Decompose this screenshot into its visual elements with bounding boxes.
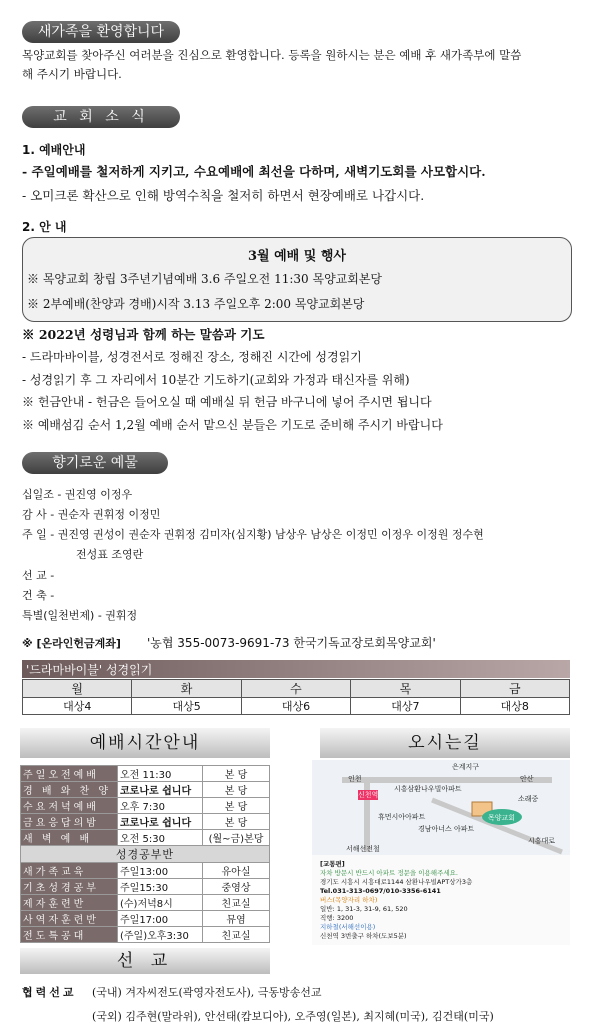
drama-bible-table xyxy=(22,679,570,715)
welcome-heading: 새가족을 환영합니다 xyxy=(22,21,180,43)
transport-info xyxy=(320,860,472,941)
study-label: 사역자훈련반 xyxy=(21,911,118,927)
schedule-row xyxy=(21,766,270,782)
bible-reading-title: ※ 2022년 성령님과 함께 하는 말씀과 기도 xyxy=(22,327,265,342)
welcome-text-line1: 목양교회를 찾아주신 여러분을 진심으로 환영합니다. 등록을 원하시는 분은 예배 후 새가족부에 말씀 xyxy=(22,48,522,62)
day-thu: 목 xyxy=(351,680,460,698)
schedule-table xyxy=(20,765,270,943)
offering-thanks: 감 사 - 권순자 권휘정 이정민 xyxy=(22,508,161,521)
study-place: 유아실 xyxy=(203,863,270,879)
transport-car: 자차 방문시 반드시 아파트 정문을 이용해주세요. xyxy=(320,869,458,877)
study-row xyxy=(21,863,270,879)
schedule-label: 경 배 와 찬 양 xyxy=(21,782,118,798)
worship-guide-line1: - 주일예배를 철저하게 지키고, 수요예배에 최선을 다하며, 새벽기도회를 사모합시다. xyxy=(22,164,486,179)
offering-sunday: 주 일 - 권진영 권성이 권순자 권휘정 김미자(심지황) 남상우 남상은 이정민 이정우 이정원 정수현 xyxy=(22,528,484,541)
schedule-place: (월~금)본당 xyxy=(203,830,270,846)
schedule-time: 오전 11:30 xyxy=(118,766,203,782)
study-label: 제자훈련반 xyxy=(21,895,118,911)
schedule-row xyxy=(21,782,270,798)
schedule-place: 본 당 xyxy=(203,798,270,814)
schedule-label: 수요저녁예배 xyxy=(21,798,118,814)
schedule-label: 주일오전예배 xyxy=(21,766,118,782)
target-tue: 대상5 xyxy=(132,698,241,715)
day-fri: 금 xyxy=(460,680,569,698)
schedule-place: 본 당 xyxy=(203,766,270,782)
schedule-time: 오후 7:30 xyxy=(118,798,203,814)
map-label: 인천 xyxy=(348,775,362,783)
day-wed: 수 xyxy=(241,680,350,698)
schedule-place: 본 당 xyxy=(203,782,270,798)
map-label: 서해선전철 xyxy=(346,845,380,853)
offering-mission: 선 교 - xyxy=(22,569,55,582)
target-thu: 대상7 xyxy=(351,698,460,715)
study-time: (수)저녁8시 xyxy=(118,895,203,911)
map-label: 신천역 xyxy=(358,791,379,799)
bible-reading-line2: - 성경읽기 후 그 자리에서 10분간 기도하기(교회와 가정과 태신자를 위해) xyxy=(22,373,410,387)
study-time: 주일13:00 xyxy=(118,863,203,879)
bible-reading-line1: - 드라마바이블, 성경전서로 정해진 장소, 정해진 시간에 성경읽기 xyxy=(22,350,362,364)
offering-special: 특별(일천번제) - 권휘정 xyxy=(22,609,138,622)
schedule-row xyxy=(21,830,270,846)
schedule-time: 코로나로 쉽니다 xyxy=(118,814,203,830)
online-account-label: ※ [온라인헌금계좌] xyxy=(22,637,121,650)
online-account-number: '농협 355-0073-9691-73 한국기독교장로회목양교회' xyxy=(147,636,436,650)
mission-label: 협력선교 xyxy=(22,986,77,999)
transport-bus: 버스(목양자리 하차) xyxy=(320,896,378,904)
study-row xyxy=(21,911,270,927)
map-label: 휴먼시아아파트 xyxy=(378,813,426,821)
study-time: 주일15:30 xyxy=(118,879,203,895)
map-label: 목양교회 xyxy=(488,814,516,822)
welcome-text-line2: 해 주시기 바랍니다. xyxy=(22,67,122,81)
transport-subway: 지하철(서해선이용) xyxy=(320,923,376,931)
study-place: 중영상 xyxy=(203,879,270,895)
transport-address: 경기도 시흥시 시흥대로1144 삼환나우빌APT상가3층 xyxy=(320,878,473,886)
target-mon: 대상4 xyxy=(23,698,132,715)
schedule-time: 오전 5:30 xyxy=(118,830,203,846)
mission-domestic: (국내) 겨자씨전도(곽영자전도사), 극동방송선교 xyxy=(92,986,322,999)
transport-subway-detail: 신천역 3번출구 하차(도보5분) xyxy=(320,932,407,940)
study-label: 기초성경공부 xyxy=(21,879,118,895)
study-row xyxy=(21,927,270,943)
map-label: 경남아너스 아파트 xyxy=(418,825,475,833)
notice-title: 2. 안 내 xyxy=(22,220,67,234)
mission-title: 선 교 xyxy=(20,948,270,974)
map-label: 안산 xyxy=(520,775,534,783)
study-time: 주일17:00 xyxy=(118,911,203,927)
map-label: 소래중 xyxy=(518,795,539,803)
study-row xyxy=(21,879,270,895)
schedule-row xyxy=(21,798,270,814)
study-place: 친교실 xyxy=(203,895,270,911)
events-title: 3월 예배 및 행사 xyxy=(248,249,346,264)
transport-bus-express: 직행: 3200 xyxy=(320,914,354,922)
map-label: 시흥대로 xyxy=(528,837,556,845)
schedule-label: 새 벽 예 배 xyxy=(21,830,118,846)
schedule-label: 금요응답의밤 xyxy=(21,814,118,830)
transport-phone: Tel.031-313-0697/010-3356-6141 xyxy=(320,887,441,895)
events-box xyxy=(22,237,572,322)
study-time: (주일)오후3:30 xyxy=(118,927,203,943)
transport-heading: [교통편] xyxy=(320,860,345,868)
transport-bus-general: 일반: 1, 31-3, 31-9, 61, 520 xyxy=(320,905,408,913)
worship-guide-title: 1. 예배안내 xyxy=(22,143,86,157)
worship-guide-line2: - 오미크론 확산으로 인해 방역수칙을 철저히 하면서 현장예배로 나갑시다. xyxy=(22,188,425,203)
schedule-title: 예배시간안내 xyxy=(20,728,270,758)
map-label: 시흥삼환나우빌아파트 xyxy=(394,785,462,793)
target-wed: 대상6 xyxy=(241,698,350,715)
target-fri: 대상8 xyxy=(460,698,569,715)
study-label: 새가족교육 xyxy=(21,863,118,879)
offering-building: 건 축 - xyxy=(22,589,55,602)
day-tue: 화 xyxy=(132,680,241,698)
study-row xyxy=(21,895,270,911)
offerings-heading: 향기로운 예물 xyxy=(22,452,168,474)
event-anniversary: ※ 목양교회 창립 3주년기념예배 3.6 주일오전 11:30 목양교회본당 xyxy=(27,272,383,286)
day-mon: 월 xyxy=(23,680,132,698)
event-second-service: ※ 2부예배(찬양과 경배)시작 3.13 주일오후 2:00 목양교회본당 xyxy=(27,297,365,311)
offering-tithe: 십일조 - 권진영 이정우 xyxy=(22,488,133,501)
mission-overseas: (국외) 김주현(말라위), 안선태(캄보디아), 오주영(일본), 최지혜(미국), 김건태(미국) xyxy=(92,1010,494,1023)
offering-sunday-cont: 전성표 조영란 xyxy=(76,548,144,561)
service-order-notice: ※ 예배섬김 순서 1,2월 예배 순서 맡으신 분들은 기도로 준비해 주시기 바랍니다 xyxy=(22,418,443,432)
drama-bible-title: '드라마바이블' 성경읽기 xyxy=(26,663,153,677)
study-place: 뮤염 xyxy=(203,911,270,927)
schedule-row xyxy=(21,814,270,830)
study-place: 친교실 xyxy=(203,927,270,943)
schedule-place: 본 당 xyxy=(203,814,270,830)
schedule-time: 코로나로 쉽니다 xyxy=(118,782,203,798)
study-label: 전도특공대 xyxy=(21,927,118,943)
news-heading: 교 회 소 식 xyxy=(22,106,180,128)
drama-bible-bar xyxy=(22,660,570,678)
directions-map xyxy=(312,760,570,945)
directions-title: 오시는길 xyxy=(320,728,570,758)
study-section-title: 성경공부반 xyxy=(21,846,270,863)
offering-notice: ※ 헌금안내 - 헌금은 들어오실 때 예배실 뒤 헌금 바구니에 넣어 주시면 됩니다 xyxy=(22,395,432,409)
map-label: 은계지구 xyxy=(452,763,480,771)
